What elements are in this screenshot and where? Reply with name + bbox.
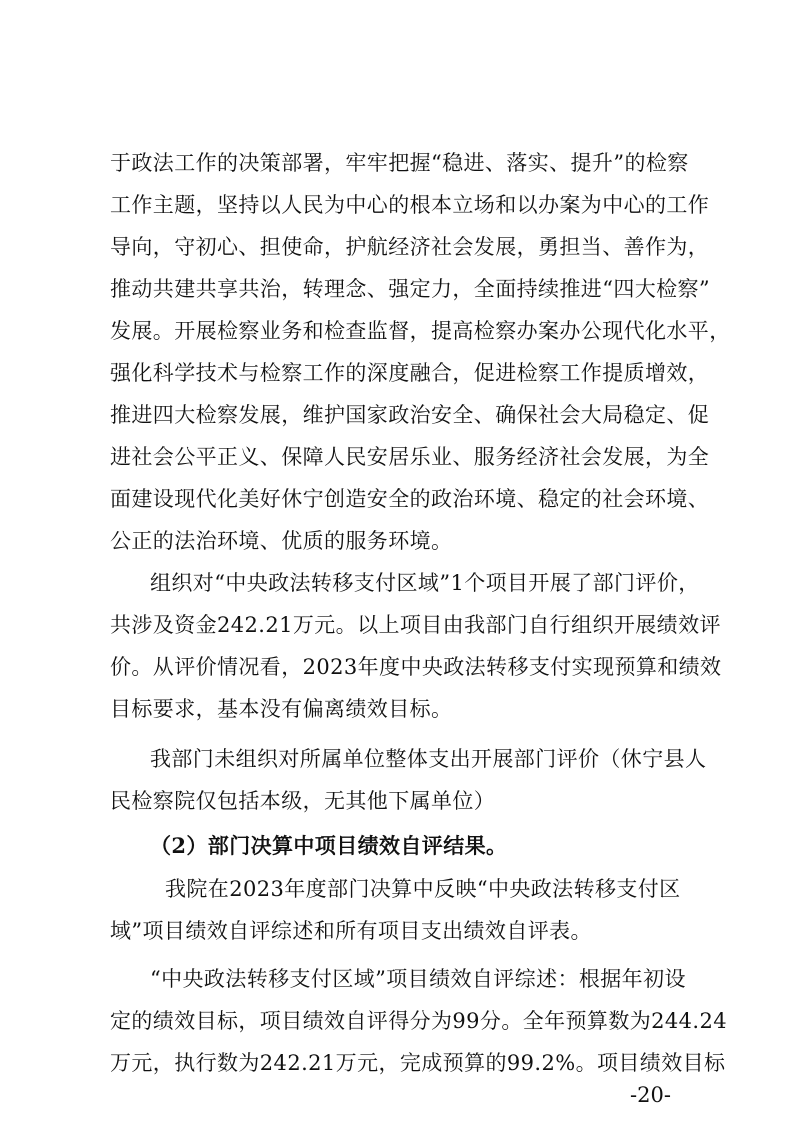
text-line: 进社会公平正义、保障人民安居乐业、服务经济社会发展，为全 (110, 445, 710, 469)
text-line: 面建设现代化美好休宁创造安全的政治环境、稳定的社会环境、 (110, 487, 710, 511)
text-line: 推动共建共享共治，转理念、强定力，全面持续推进“四大检察” (110, 277, 711, 301)
text-line: 价。从评价情况看，2023年度中央政法转移支付实现预算和绩效 (110, 655, 722, 679)
text-line: 目标要求，基本没有偏离绩效目标。 (110, 697, 453, 721)
text-line: 共涉及资金242.21万元。以上项目由我部门自行组织开展绩效评 (110, 613, 721, 637)
text-line: 于政法工作的决策部署，牢牢把握“稳进、落实、提升”的检察 (110, 151, 689, 175)
text-line: 强化科学技术与检察工作的深度融合，促进检察工作提质增效， (110, 361, 710, 385)
text-line: 我部门未组织对所属单位整体支出开展部门评价（休宁县人 (150, 747, 707, 771)
text-line: 发展。开展检察业务和检查监督，提高检察办案办公现代化水平， (110, 319, 731, 343)
text-line: 我院在2023年度部门决算中反映“中央政法转移支付区 (165, 877, 681, 901)
text-line: 工作主题，坚持以人民为中心的根本立场和以办案为中心的工作 (110, 193, 710, 217)
text-line: 定的绩效目标，项目绩效自评得分为99分。全年预算数为244.24 (110, 1009, 727, 1033)
text-line: 域”项目绩效自评综述和所有项目支出绩效自评表。 (110, 919, 592, 943)
section-heading: （2）部门决算中项目绩效自评结果。 (150, 833, 508, 858)
text-line: 推进四大检察发展，维护国家政治安全、确保社会大局稳定、促 (110, 403, 710, 427)
text-line: “中央政法转移支付区域”项目绩效自评综述：根据年初设 (150, 967, 686, 991)
text-line: 组织对“中央政法转移支付区域”1个项目开展了部门评价， (150, 571, 700, 595)
page-number: -20- (630, 1083, 671, 1107)
text-line: 公正的法治环境、优质的服务环境。 (110, 529, 453, 553)
text-line: 万元，执行数为242.21万元，完成预算的99.2%。项目绩效目标 (110, 1051, 726, 1075)
text-line: 导向，守初心、担使命，护航经济社会发展，勇担当、善作为， (110, 235, 710, 259)
text-line: 民检察院仅包括本级，无其他下属单位） (110, 789, 496, 813)
